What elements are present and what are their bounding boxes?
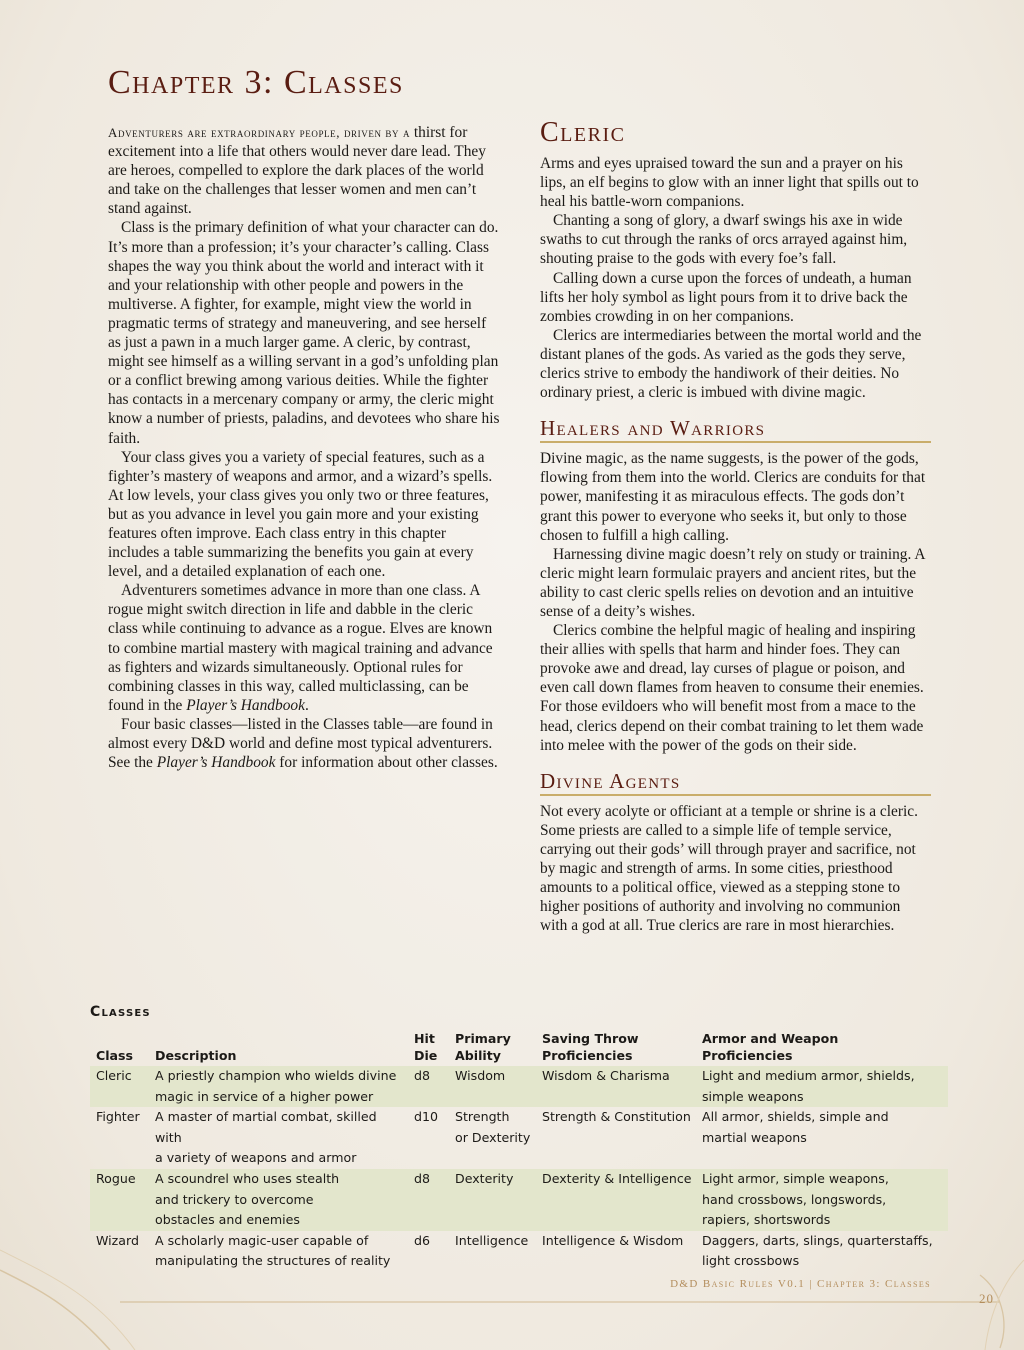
divine-agents-heading: Divine Agents: [540, 769, 931, 796]
table-cell: Rogue: [90, 1169, 149, 1231]
column-header-primary-ability: Primary Ability: [455, 1031, 511, 1063]
healers-paragraph: Divine magic, as the name suggests, is the power of the gods, flowing from them into the world. Clerics are conduits for that power, manifesting it as miraculous effects. The gods don’t grant this power to everyone who seeks it, but only to those chosen to fulfill a high calling.: [540, 450, 926, 544]
page-number: 20: [979, 1291, 994, 1306]
table-cell: Dexterity & Intelligence: [536, 1169, 696, 1231]
classes-table-title: Classes: [90, 1004, 151, 1020]
table-cell: Wisdom & Charisma: [536, 1066, 696, 1107]
table-cell: Daggers, darts, slings, quarterstaffs, light crossbows: [702, 1232, 933, 1269]
healers-and-warriors-heading: Healers and Warriors: [540, 416, 931, 443]
cleric-paragraph: Calling down a curse upon the forces of undeath, a human lifts her holy symbol as light pours from it to drive back the zombies crowding in on her companions.: [540, 269, 912, 325]
table-cell: d6: [414, 1232, 431, 1248]
right-column: [540, 154, 931, 935]
book-title: Player’s Handbook: [186, 696, 305, 714]
table-cell: d10: [414, 1109, 439, 1125]
table-cell: Fighter: [96, 1109, 140, 1125]
table-cell: Cleric: [90, 1066, 149, 1107]
column-header-description: Description: [155, 1048, 237, 1063]
class-definition-paragraph: Class is the primary definition of what your character can do. It’s more than a profession; it’s your character’s calling. Class shapes the way you think about the world and interact with it and your relationship with other people and powers in the multiverse. A fighter, for example, might view the world in pragmatic terms of strategy and maneuvering, and see herself as just a pawn in a much larger game. A cleric, by contrast, might see himself as a willing servant in a god’s unfolding plan or a conflict brewing among various deities. While the fighter has contacts in a mercenary company or army, the cleric might know a number of priests, paladins, and devotees who share his faith.: [108, 219, 500, 447]
page-footer: D&D Basic Rules V0.1 | Chapter 3: Classes: [670, 1278, 931, 1290]
intro-paragraph: Adventurers are extraordinary people, driven by a thirst for excitement into a life that others would never dare lead. They are heroes, compelled to explore the dark places of the world and take on the challenges that lesser women and men can’t stand against.: [108, 124, 486, 218]
table-cell: Intelligence & Wisdom: [542, 1232, 684, 1248]
column-header-hit-die: Hit Die: [414, 1031, 438, 1063]
table-cell: d8: [408, 1169, 449, 1231]
table-cell: Light armor, simple weapons, hand crossbows, longswords, rapiers, shortswords: [696, 1169, 948, 1231]
multiclass-paragraph: Adventurers sometimes advance in more than one class. A rogue might switch direction in life and dabble in the cleric class while continuing to advance as a rogue. Elves are known to combine martial mastery with magical training and advance as fighters and wizards simultaneously. Optional rules for combining classes in this way, called multiclassing, can be found in the Player’s Handbook.: [108, 582, 493, 714]
cleric-paragraph: Clerics are intermediaries between the mortal world and the distant planes of the gods. As varied as the gods they serve, clerics strive to embody the handiwork of their deities. No ordinary priest, a cleric is imbued with divine magic.: [540, 326, 922, 402]
healers-paragraph: Harnessing divine magic doesn’t rely on study or training. A cleric might learn formulaic prayers and ancient rites, but the ability to cast cleric spells relies on devotion and an intuitive sense of a deity’s wishes.: [540, 545, 925, 620]
cleric-paragraph: Chanting a song of glory, a dwarf swings his axe in wide swaths to cut through the ranks of orcs arrayed against him, shouting praise to the gods with every foe’s fall.: [540, 212, 908, 268]
table-row-wizard: [90, 1231, 948, 1272]
cleric-paragraph: Arms and eyes upraised toward the sun and a prayer on his lips, an elf begins to glow with an inner light that spills out to heal his battle-worn companions.: [540, 155, 919, 211]
left-column: [108, 123, 500, 772]
cleric-heading: Cleric: [540, 117, 626, 148]
table-row-rogue: [90, 1169, 948, 1231]
table-cell: Intelligence: [455, 1232, 529, 1248]
basic-classes-paragraph: Four basic classes—listed in the Classes table—are found in almost every D&D world and define most typical adventurers. See the Player’s Handbook for information about other classes.: [108, 715, 498, 772]
table-cell: Wizard: [96, 1232, 139, 1248]
table-cell: A master of martial combat, skilled with a variety of weapons and armor: [155, 1109, 377, 1166]
book-title: Player’s Handbook: [156, 754, 276, 772]
table-cell: Wisdom: [449, 1066, 536, 1107]
divine-agents-paragraph: Not every acolyte or officiant at a temple or shrine is a cleric. Some priests are called to a simple life of temple service, carrying out their gods’ will through prayer and sacrifice, not by magic and strength of arms. In some cities, priesthood amounts to a political office, viewed as a stepping stone to higher positions of authority and involving no communion with a god at all. True clerics are rare in most hierarchies.: [540, 802, 918, 935]
table-cell: Strength or Dexterity: [455, 1109, 531, 1145]
lead-in-text: Adventurers are extraordinary people, driven by a: [108, 125, 411, 140]
classes-table: [90, 1030, 948, 1272]
column-header-class: Class: [96, 1048, 134, 1063]
column-header-armor-weapons: Armor and Weapon Proficiencies: [702, 1031, 839, 1063]
chapter-title: Chapter 3: Classes: [108, 64, 404, 101]
table-cell: Light and medium armor, shields, simple weapons: [696, 1066, 948, 1107]
table-cell: d8: [408, 1066, 449, 1107]
column-header-saving-throws: Saving Throw Proficiencies: [542, 1031, 639, 1063]
table-row-cleric: [90, 1066, 948, 1107]
class-features-paragraph: Your class gives you a variety of special features, such as a fighter’s mastery of weapons and armor, and a wizard’s spells. At low levels, your class gives you only two or three features, but as you advance in level you gain more and your existing features often improve. Each class entry in this chapter includes a table summarizing the benefits you gain at every level, and a detailed explanation of each one.: [108, 448, 493, 581]
table-cell: A priestly champion who wields divine magic in service of a higher power: [149, 1066, 408, 1107]
table-row-fighter: [90, 1107, 948, 1169]
table-cell: A scholarly magic-user capable of manipulating the structures of reality: [155, 1232, 391, 1269]
table-header-row: [90, 1030, 948, 1066]
table-cell: Strength & Constitution: [542, 1109, 691, 1125]
table-cell: All armor, shields, simple and martial weapons: [702, 1109, 889, 1145]
healers-paragraph: Clerics combine the helpful magic of healing and inspiring their allies with spells that harm and hinder foes. They can provoke awe and dread, lay curses of plague or poison, and even call down flames from heaven to consume their enemies. For those evildoers who will benefit most from a mace to the head, clerics depend on their combat training to let them wade into melee with the power of the gods on their side.: [540, 622, 924, 754]
table-cell: Dexterity: [449, 1169, 536, 1231]
table-cell: A scoundrel who uses stealth and trickery to overcome obstacles and enemies: [149, 1169, 408, 1231]
